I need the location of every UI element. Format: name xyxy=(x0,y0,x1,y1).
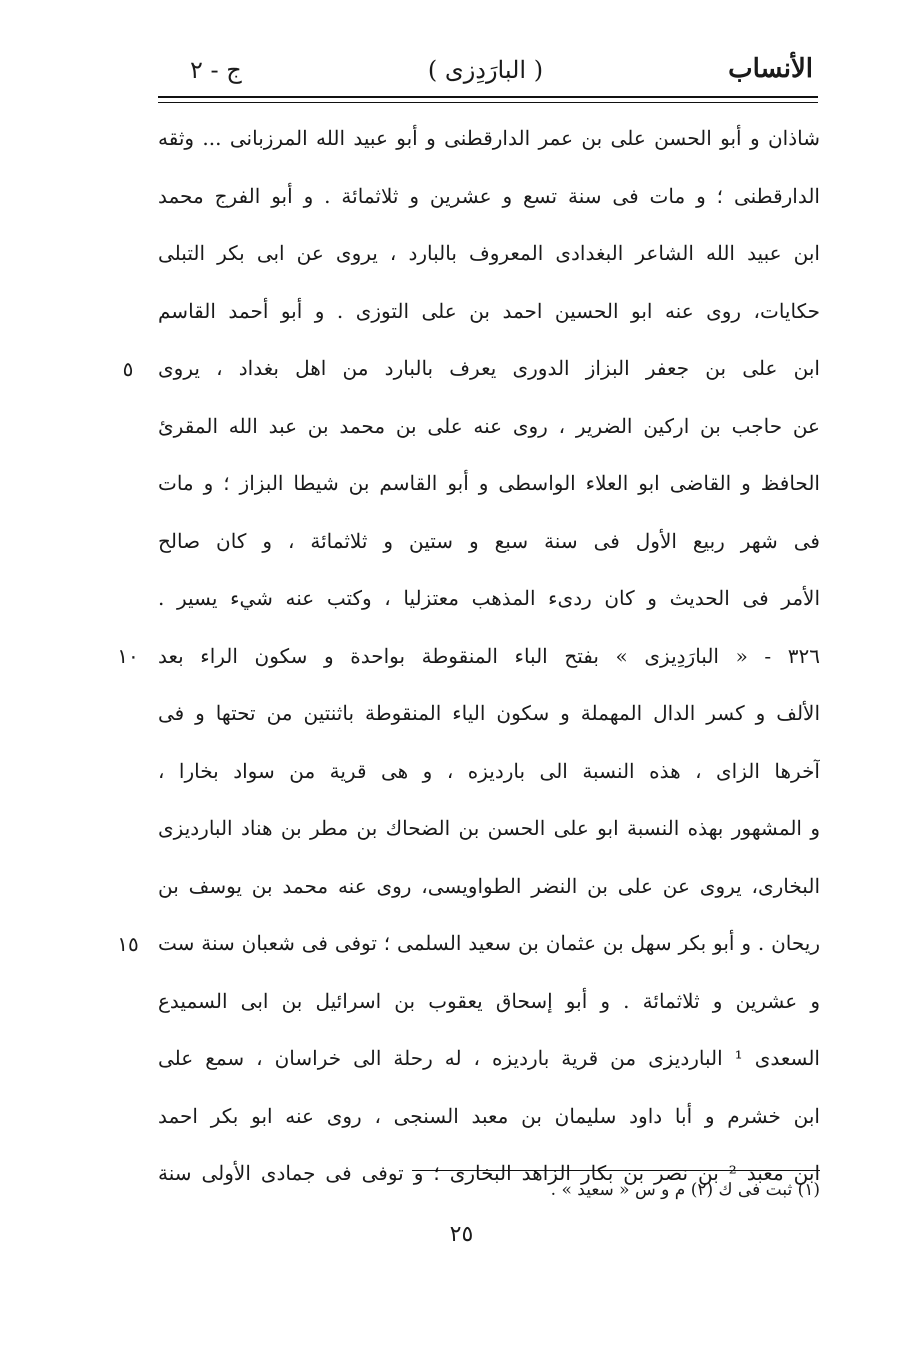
text-line: ابن خشرم و أبا داود سليمان بن معبد السنجى ، روى عنه ابو بكر احمد xyxy=(158,1103,820,1128)
text-line: الألف و كسر الدال المهملة و سكون الياء المنقوطة باثنتين من تحتها و فى xyxy=(158,701,820,725)
text-line: الحافظ و القاضى ابو العلاء الواسطى و أبو القاسم بن شيطا البزاز ؛ و مات xyxy=(158,471,820,495)
text-line: ابن على بن جعفر البزاز الدورى يعرف بالبارد من اهل بغداد ، يروى xyxy=(158,356,820,380)
text-line: ابن عبيد الله الشاعر البغدادى المعروف بالبارد ، يروى عن ابى بكر التبلى xyxy=(158,241,820,265)
margin-line-number-5: ٥ xyxy=(122,357,134,381)
footnote-rule xyxy=(412,1170,820,1171)
text-line: ريحان . و أبو بكر سهل بن عثمان بن سعيد السلمى ؛ توفى فى شعبان سنة ست xyxy=(158,931,820,955)
book-title: الأنساب xyxy=(728,54,813,84)
text-line: آخرها الزاى ، هذه النسبة الى بارديزه ، و هى قرية من سواد بخارا ، xyxy=(158,758,820,783)
text-line: الأمر فى الحديث و كان ردىء المذهب معتزليا ، وكتب عنه شيء يسير . xyxy=(158,586,820,610)
text-line: عن حاجب بن اركين الضرير ، روى عنه على بن محمد بن عبد الله المقرئ xyxy=(158,413,820,438)
entry-heading-line: ٣٢٦ - « البارَدِيزى » بفتح الباء المنقوطة بواحدة و سكون الراء بعد xyxy=(158,643,820,668)
text-line: و عشرين و ثلاثمائة . و أبو إسحاق يعقوب بن اسرائيل بن ابى السميدع xyxy=(158,988,820,1013)
page-number: ٢٥ xyxy=(449,1222,474,1247)
margin-line-number-15: ١٥ xyxy=(117,932,139,956)
text-line: حكايات، روى عنه ابو الحسين احمد بن على التوزى . و أبو أحمد القاسم xyxy=(158,298,820,323)
text-line: السعدى ¹ البارديزى من قرية بارديزه ، له رحلة الى خراسان ، سمع على xyxy=(158,1046,820,1070)
text-line: ابن معبد ² بن نصر بن بكار الزاهد البخارى ؛ و توفى فى جمادى الأولى سنة xyxy=(158,1161,820,1185)
text-line: و المشهور بهذه النسبة ابو على الحسن بن الضحاك بن مطر بن هناد البارديزى xyxy=(158,816,820,840)
header-rule-thick xyxy=(158,96,818,98)
text-line: الدارقطنى ؛ و مات فى سنة تسع و عشرين و ثلاثمائة . و أبو الفرج محمد xyxy=(158,183,820,208)
footnote: (١) ثبت فى ك (٢) م و س « سعيد » . xyxy=(550,1180,820,1200)
volume-number: ج - ٢ xyxy=(190,56,242,84)
text-line: البخارى، يروى عن على بن النضر الطواويسى، روى عنه محمد بن يوسف بن xyxy=(158,873,820,898)
header-rule-thin xyxy=(158,102,818,103)
text-line: شاذان و أبو الحسن على بن عمر الدارقطنى و أبو عبيد الله المرزبانى ... وثقه xyxy=(158,126,820,150)
running-header xyxy=(158,48,813,92)
main-text xyxy=(158,110,820,1203)
text-line: فى شهر ربيع الأول فى سنة سبع و ستين و ثلاثمائة ، و كان صالح xyxy=(158,528,820,553)
margin-line-number-10: ١٠ xyxy=(117,644,139,668)
entry-title: ( البارَدِزى ) xyxy=(427,56,544,84)
